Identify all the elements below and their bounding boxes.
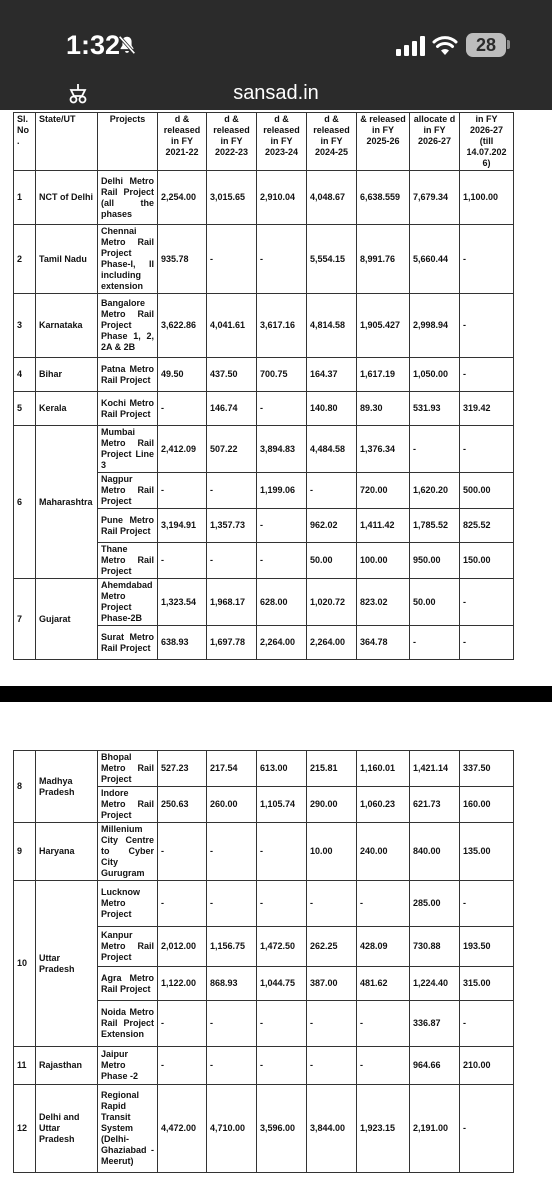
table-page-2 (13, 750, 513, 1173)
value-cell: 7,679.34 (410, 171, 460, 225)
header-cell: & released in FY 2025-26 (357, 113, 410, 171)
value-cell: 319.42 (460, 392, 514, 426)
value-cell: 4,484.58 (307, 426, 357, 473)
value-cell: 1,323.54 (158, 579, 207, 626)
state: Gujarat (36, 579, 98, 660)
value-cell: 5,660.44 (410, 225, 460, 294)
value-cell: 4,710.00 (207, 1085, 257, 1173)
value-cell: - (257, 225, 307, 294)
value-cell: 50.00 (307, 543, 357, 579)
project: Pune Metro Rail Project (98, 509, 158, 543)
value-cell: 720.00 (357, 473, 410, 509)
value-cell: 437.50 (207, 358, 257, 392)
value-cell: 507.22 (207, 426, 257, 473)
value-cell: 1,357.73 (207, 509, 257, 543)
state: NCT of Delhi (36, 171, 98, 225)
value-cell: 428.09 (357, 927, 410, 967)
project: Millenium City Centre to Cyber City Gurugram (98, 823, 158, 881)
value-cell: 1,122.00 (158, 967, 207, 1001)
sl-no: 8 (14, 751, 36, 823)
value-cell: 217.54 (207, 751, 257, 787)
table-row (14, 1047, 514, 1085)
value-cell: 290.00 (307, 787, 357, 823)
value-cell: - (257, 1047, 307, 1085)
value-cell: 1,923.15 (357, 1085, 410, 1173)
value-cell: 387.00 (307, 967, 357, 1001)
value-cell: - (410, 426, 460, 473)
table-page-1 (13, 112, 513, 660)
value-cell: 250.63 (158, 787, 207, 823)
value-cell: - (460, 426, 514, 473)
value-cell: 1,411.42 (357, 509, 410, 543)
project: Chennai Metro Rail Project Phase-I, II including extension (98, 225, 158, 294)
value-cell: 2,264.00 (257, 626, 307, 660)
value-cell: 49.50 (158, 358, 207, 392)
sl-no: 1 (14, 171, 36, 225)
sl-no: 9 (14, 823, 36, 881)
table-row (14, 294, 514, 358)
value-cell: 1,105.74 (257, 787, 307, 823)
table-row (14, 881, 514, 927)
value-cell: 2,264.00 (307, 626, 357, 660)
value-cell: 260.00 (207, 787, 257, 823)
project: Patna Metro Rail Project (98, 358, 158, 392)
table-row (14, 171, 514, 225)
value-cell: 3,617.16 (257, 294, 307, 358)
project: Agra Metro Rail Project (98, 967, 158, 1001)
header-cell: d & released in FY 2021-22 (158, 113, 207, 171)
sl-no: 10 (14, 881, 36, 1047)
value-cell: 2,254.00 (158, 171, 207, 225)
state: Tamil Nadu (36, 225, 98, 294)
value-cell: 2,012.00 (158, 927, 207, 967)
value-cell: 89.30 (357, 392, 410, 426)
value-cell: 700.75 (257, 358, 307, 392)
value-cell: - (158, 1001, 207, 1047)
value-cell: 613.00 (257, 751, 307, 787)
project: Bhopal Metro Rail Project (98, 751, 158, 787)
value-cell: 140.80 (307, 392, 357, 426)
signal-icon (396, 36, 426, 56)
metro-funds-table-1 (13, 112, 514, 660)
value-cell: 50.00 (410, 579, 460, 626)
value-cell: 481.62 (357, 967, 410, 1001)
value-cell: 4,048.67 (307, 171, 357, 225)
value-cell: - (357, 1001, 410, 1047)
value-cell: 160.00 (460, 787, 514, 823)
project: Bangalore Metro Rail Project Phase 1, 2, 2A & 2B (98, 294, 158, 358)
value-cell: - (257, 392, 307, 426)
state: Madhya Pradesh (36, 751, 98, 823)
status-bar (0, 0, 552, 110)
value-cell: 2,191.00 (410, 1085, 460, 1173)
state: Rajasthan (36, 1047, 98, 1085)
value-cell: 215.81 (307, 751, 357, 787)
wifi-icon (432, 34, 458, 56)
value-cell: 240.00 (357, 823, 410, 881)
value-cell: 962.02 (307, 509, 357, 543)
value-cell: 1,060.23 (357, 787, 410, 823)
value-cell: - (207, 1001, 257, 1047)
project: Regional Rapid Transit System (Delhi-Ghaziabad -Meerut) (98, 1085, 158, 1173)
value-cell: - (460, 579, 514, 626)
value-cell: - (307, 881, 357, 927)
value-cell: 1,156.75 (207, 927, 257, 967)
value-cell: - (410, 626, 460, 660)
sl-no: 2 (14, 225, 36, 294)
state: Karnataka (36, 294, 98, 358)
battery-tip (507, 40, 510, 49)
table-row (14, 225, 514, 294)
value-cell: 2,412.09 (158, 426, 207, 473)
value-cell: 868.93 (207, 967, 257, 1001)
value-cell: 8,991.76 (357, 225, 410, 294)
value-cell: 3,194.91 (158, 509, 207, 543)
value-cell: - (257, 881, 307, 927)
value-cell: - (257, 823, 307, 881)
value-cell: 531.93 (410, 392, 460, 426)
value-cell: - (460, 294, 514, 358)
project: Kochi Metro Rail Project (98, 392, 158, 426)
project: Lucknow Metro Project (98, 881, 158, 927)
project: Ahemdabad Metro Project Phase-2B (98, 579, 158, 626)
value-cell: 1,785.52 (410, 509, 460, 543)
value-cell: - (460, 1001, 514, 1047)
value-cell: 1,968.17 (207, 579, 257, 626)
value-cell: 6,638.559 (357, 171, 410, 225)
sl-no: 6 (14, 426, 36, 579)
value-cell: 1,160.01 (357, 751, 410, 787)
value-cell: 950.00 (410, 543, 460, 579)
value-cell: - (257, 509, 307, 543)
value-cell: - (207, 881, 257, 927)
value-cell: 638.93 (158, 626, 207, 660)
value-cell: 315.00 (460, 967, 514, 1001)
value-cell: - (307, 1047, 357, 1085)
table-row (14, 579, 514, 626)
header-cell: d & released in FY 2022-23 (207, 113, 257, 171)
value-cell: 1,472.50 (257, 927, 307, 967)
header-cell: Sl. No . (14, 113, 36, 171)
value-cell: 285.00 (410, 881, 460, 927)
value-cell: - (207, 1047, 257, 1085)
value-cell: 193.50 (460, 927, 514, 967)
value-cell: - (207, 473, 257, 509)
state: Delhi and Uttar Pradesh (36, 1085, 98, 1173)
sl-no: 5 (14, 392, 36, 426)
value-cell: 210.00 (460, 1047, 514, 1085)
table-row (14, 358, 514, 392)
header-cell: d & released in FY 2024-25 (307, 113, 357, 171)
value-cell: - (460, 1085, 514, 1173)
project: Noida Metro Rail Project Extension (98, 1001, 158, 1047)
value-cell: 500.00 (460, 473, 514, 509)
value-cell: 2,910.04 (257, 171, 307, 225)
value-cell: 628.00 (257, 579, 307, 626)
header-cell: State/UT (36, 113, 98, 171)
value-cell: - (460, 626, 514, 660)
value-cell: 1,905.427 (357, 294, 410, 358)
value-cell: - (357, 881, 410, 927)
value-cell: 1,050.00 (410, 358, 460, 392)
value-cell: - (460, 358, 514, 392)
page-break (0, 686, 552, 702)
bell-slash-icon (116, 34, 138, 56)
value-cell: 164.37 (307, 358, 357, 392)
project: Thane Metro Rail Project (98, 543, 158, 579)
value-cell: 146.74 (207, 392, 257, 426)
value-cell: 135.00 (460, 823, 514, 881)
header-row (14, 113, 514, 171)
value-cell: 825.52 (460, 509, 514, 543)
sl-no: 7 (14, 579, 36, 660)
value-cell: - (257, 1001, 307, 1047)
value-cell: 1,421.14 (410, 751, 460, 787)
value-cell: 3,596.00 (257, 1085, 307, 1173)
sl-no: 12 (14, 1085, 36, 1173)
url-bar[interactable]: sansad.in (233, 82, 319, 104)
value-cell: - (158, 881, 207, 927)
header-cell: in FY 2026-27 (till 14.07.202 6) (460, 113, 514, 171)
value-cell: 2,998.94 (410, 294, 460, 358)
value-cell: 262.25 (307, 927, 357, 967)
value-cell: 730.88 (410, 927, 460, 967)
value-cell: 5,554.15 (307, 225, 357, 294)
value-cell: 823.02 (357, 579, 410, 626)
value-cell: 100.00 (357, 543, 410, 579)
value-cell: 3,015.65 (207, 171, 257, 225)
sl-no: 11 (14, 1047, 36, 1085)
value-cell: - (307, 473, 357, 509)
project: Indore Metro Rail Project (98, 787, 158, 823)
value-cell: - (207, 543, 257, 579)
value-cell: 4,814.58 (307, 294, 357, 358)
value-cell: 364.78 (357, 626, 410, 660)
value-cell: 1,044.75 (257, 967, 307, 1001)
state: Kerala (36, 392, 98, 426)
table-row (14, 392, 514, 426)
value-cell: 1,224.40 (410, 967, 460, 1001)
value-cell: - (158, 543, 207, 579)
value-cell: - (460, 881, 514, 927)
value-cell: - (158, 392, 207, 426)
state: Maharashtra (36, 426, 98, 579)
value-cell: - (158, 473, 207, 509)
battery-icon: 28 (466, 33, 506, 57)
clock-time: 1:32 (66, 30, 121, 60)
header-cell: Projects (98, 113, 158, 171)
table-row (14, 751, 514, 787)
value-cell: 1,697.78 (207, 626, 257, 660)
table-row (14, 1085, 514, 1173)
value-cell: 1,199.06 (257, 473, 307, 509)
value-cell: 3,894.83 (257, 426, 307, 473)
value-cell: - (357, 1047, 410, 1085)
project: Surat Metro Rail Project (98, 626, 158, 660)
project: Jaipur Metro Phase -2 (98, 1047, 158, 1085)
metro-funds-table-2 (13, 750, 514, 1173)
value-cell: - (207, 823, 257, 881)
state: Bihar (36, 358, 98, 392)
sl-no: 3 (14, 294, 36, 358)
value-cell: 4,472.00 (158, 1085, 207, 1173)
value-cell: - (158, 1047, 207, 1085)
project: Nagpur Metro Rail Project (98, 473, 158, 509)
value-cell: 1,100.00 (460, 171, 514, 225)
value-cell: - (158, 823, 207, 881)
value-cell: 3,844.00 (307, 1085, 357, 1173)
value-cell: 1,617.19 (357, 358, 410, 392)
value-cell: - (257, 543, 307, 579)
state: Haryana (36, 823, 98, 881)
value-cell: 3,622.86 (158, 294, 207, 358)
value-cell: - (207, 225, 257, 294)
state: Uttar Pradesh (36, 881, 98, 1047)
value-cell: 4,041.61 (207, 294, 257, 358)
value-cell: 935.78 (158, 225, 207, 294)
value-cell: 336.87 (410, 1001, 460, 1047)
project: Mumbai Metro Rail Project Line 3 (98, 426, 158, 473)
value-cell: 1,376.34 (357, 426, 410, 473)
value-cell: 337.50 (460, 751, 514, 787)
header-cell: d & released in FY 2023-24 (257, 113, 307, 171)
header-cell: allocate d in FY 2026-27 (410, 113, 460, 171)
value-cell: 10.00 (307, 823, 357, 881)
project: Delhi Metro Rail Project (all the phases (98, 171, 158, 225)
value-cell: 1,620.20 (410, 473, 460, 509)
value-cell: 150.00 (460, 543, 514, 579)
value-cell: 621.73 (410, 787, 460, 823)
sl-no: 4 (14, 358, 36, 392)
value-cell: - (460, 225, 514, 294)
table-row (14, 823, 514, 881)
value-cell: 964.66 (410, 1047, 460, 1085)
table-row (14, 426, 514, 473)
value-cell: - (307, 1001, 357, 1047)
value-cell: 1,020.72 (307, 579, 357, 626)
value-cell: 527.23 (158, 751, 207, 787)
value-cell: 840.00 (410, 823, 460, 881)
project: Kanpur Metro Rail Project (98, 927, 158, 967)
